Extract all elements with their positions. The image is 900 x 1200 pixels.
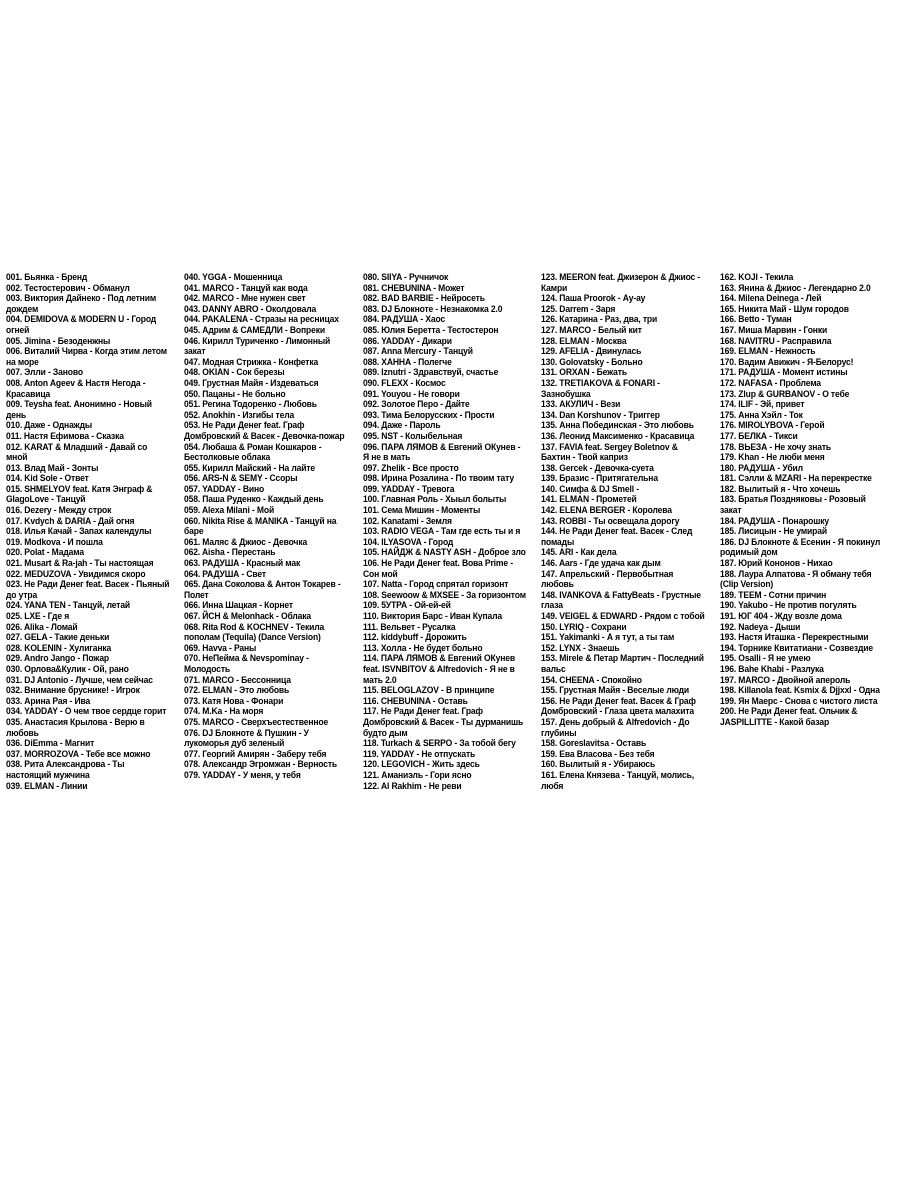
track-entry: 093. Тима Белорусских - Прости	[362, 409, 495, 420]
track-entry: 123. MEERON feat. Джизерон & Джиос - Камри	[541, 272, 701, 293]
track-entry: 136. Леонид Максименко - Красавица	[541, 430, 695, 441]
track-entry: 095. NST - Колыбельная	[362, 430, 462, 441]
track-entry: 145. ARI - Как дела	[541, 547, 617, 558]
track-entry: 111. Вельвет - Русалка	[362, 621, 456, 632]
track-entry: 002. Тестостерович - Обманул	[6, 282, 130, 293]
track-entry: 176. MIROLYBOVA - Герой	[719, 420, 825, 431]
tracklist-column-5	[720, 272, 884, 934]
track-entry: 028. KOLENIN - Хулиганка	[6, 642, 112, 653]
track-entry: 142. ELENA BERGER - Королева	[541, 505, 673, 516]
track-entry: 170. Вадим Авижич - Я-Белорус!	[719, 356, 853, 367]
track-entry: 129. AFELIA - Двинулась	[541, 346, 642, 357]
track-entry: 103. RADIO VEGA - Там где есть ты и я	[362, 526, 520, 537]
track-entry: 007. Элли - Заново	[6, 367, 83, 378]
tracklist-column-3	[363, 272, 527, 934]
track-entry: 027. GELA - Такие деньки	[6, 632, 110, 643]
track-entry: 112. kiddybuff - Дорожить	[362, 632, 467, 643]
track-entry: 180. РАДУША - Убил	[719, 462, 803, 473]
track-entry: 026. Alika - Ломай	[6, 621, 78, 632]
tracklist-column-4	[541, 272, 705, 934]
track-entry: 055. Кирилл Майский - На лайте	[184, 462, 316, 473]
track-entry: 194. Торнике Квитатиани - Созвездие	[719, 642, 873, 653]
track-entry: 110. Виктория Барс - Иван Купала	[362, 611, 502, 621]
track-entry: 019. Modkova - И пошла	[6, 536, 103, 547]
track-entry: 193. Настя Иташка - Перекрестными	[719, 632, 869, 643]
track-entry: 097. Zhelik - Все просто	[362, 462, 459, 473]
track-entry: 043. DANNY ABRO - Околдовала	[184, 303, 317, 314]
track-entry: 075. MARCO - Сверхъестественное	[184, 716, 329, 727]
track-entry: 137. FAVIA feat. Sergey Boletnov & Бахтин - Твой каприз	[541, 441, 678, 463]
track-entry: 169. ELMAN - Нежность	[719, 346, 816, 357]
track-entry: 059. Alexa Milani - Мой	[184, 505, 275, 516]
track-entry: 038. Рита Александрова - Ты настоящий мужчина	[6, 759, 125, 780]
track-entry: 174. ILIF - Эй, привет	[719, 399, 805, 410]
track-entry: 190. Yakubo - Не против погулять	[719, 600, 857, 611]
track-entry: 077. Георгий Амирян - Заберу тебя	[184, 748, 327, 759]
track-entry: 101. Сема Мишин - Моменты	[362, 505, 480, 516]
track-entry: 013. Влад Май - Зонты	[6, 462, 99, 473]
track-entry: 119. YADDAY - Не отпускать	[362, 748, 475, 759]
tracklist-sheet	[6, 272, 894, 934]
track-entry: 102. Kanatami - Земля	[362, 515, 452, 526]
track-entry: 029. Andro Jango - Пожар	[6, 653, 110, 664]
track-entry: 057. YADDAY - Вино	[184, 483, 265, 494]
track-entry: 031. DJ Antonio - Лучше, чем сейчас	[6, 674, 153, 685]
tracklist-column-2	[184, 272, 348, 934]
track-entry: 064. РАДУША - Свет	[184, 568, 267, 579]
track-entry: 080. SIIYA - Ручничок	[362, 272, 448, 282]
track-entry: 166. Betto - Туман	[719, 314, 792, 325]
tracklist-column-1	[6, 272, 170, 934]
track-entry: 117. Не Ради Денег feat. Граф Домбровский & Васек - Ты дурманишь будто дым	[362, 706, 523, 738]
track-entry: 094. Даже - Пароль	[362, 420, 441, 431]
track-entry: 126. Катарина - Раз, два, три	[541, 314, 658, 325]
track-entry: 115. BELOGLAZOV - В принципе	[362, 685, 495, 696]
track-entry: 061. Маляс & Джиос - Девочка	[184, 536, 308, 547]
track-entry: 155. Грустная Майя - Веселые люди	[541, 685, 690, 696]
track-entry: 187. Юрий Кононов - Нихао	[719, 558, 833, 569]
track-entry: 011. Настя Ефимова - Сказка	[6, 430, 124, 441]
track-entry: 153. Mirele & Петар Мартич - Последний вальс	[541, 653, 705, 674]
track-entry: 033. Арина Рая - Ива	[6, 695, 91, 706]
track-entry: 139. Бразис - Притягательна	[541, 473, 659, 484]
track-entry: 078. Александр Эгромжан - Верность	[184, 759, 338, 770]
track-entry: 167. Миша Марвин - Гонки	[719, 324, 827, 335]
track-entry: 127. MARCO - Белый кит	[541, 324, 643, 335]
track-entry: 069. Havva - Раны	[184, 642, 257, 653]
track-entry: 050. Пацаны - Не больно	[184, 388, 286, 399]
track-entry: 161. Елена Князева - Танцуй, молись, любя	[541, 769, 695, 791]
track-entry: 032. Внимание бруснике! - Игрок	[6, 685, 140, 696]
track-entry: 181. Сэлли & MZARI - На перекрестке	[719, 473, 872, 484]
track-entry: 065. Дана Соколова & Антон Токарев - Полет	[184, 579, 341, 600]
track-entry: 079. YADDAY - У меня, у тебя	[184, 769, 302, 780]
track-entry: 188. Лаура Алпатова - Я обману тебя (Clip Version)	[719, 568, 872, 590]
track-entry: 067. ЙСН & Melonhack - Облака	[184, 611, 312, 621]
track-entry: 141. ELMAN - Прометей	[541, 494, 637, 505]
track-entry: 098. Ирина Розалина - По твоим тату	[362, 473, 514, 484]
track-entry: 004. DEMIDOVA & MODERN U - Город огней	[6, 314, 157, 335]
track-entry: 163. Янина & Джиос - Легендарно 2.0	[719, 282, 871, 293]
track-entry: 015. SHMELYOV feat. Катя Энграф & GlagoLove - Танцуй	[6, 483, 153, 505]
track-entry: 120. LEGOVICH - Жить здесь	[362, 759, 480, 770]
track-entry: 001. Бьянка - Бренд	[6, 272, 88, 282]
track-entry: 082. BAD BARBIE - Нейросеть	[362, 293, 485, 304]
track-entry: 107. Natta - Город спрятал горизонт	[362, 579, 509, 590]
track-entry: 090. FLEXX - Космос	[362, 377, 446, 388]
track-entry: 159. Ева Власова - Без тебя	[541, 748, 655, 759]
track-entry: 105. НАЙДЖ & NASTY ASH - Доброе зло	[362, 547, 526, 558]
track-entry: 196. Bahe Khabi - Разлука	[719, 663, 824, 674]
track-entry: 189. TEEM - Сотни причин	[719, 589, 826, 600]
track-entry: 147. Апрельский - Первобытная любовь	[541, 568, 674, 590]
track-entry: 022. MEDUZOVA - Увидимся скоро	[6, 568, 146, 579]
track-entry: 185. Лисицын - Не умирай	[719, 526, 827, 537]
track-entry: 008. Anton Ageev & Настя Негода - Красавица	[6, 377, 146, 399]
track-entry: 010. Даже - Однажды	[6, 420, 93, 431]
track-entry: 030. Орлова&Кулик - Ой, рано	[6, 663, 129, 674]
track-entry: 177. БЕЛКА - Тикси	[719, 430, 798, 441]
track-entry: 085. Юлия Беретта - Тестостерон	[362, 324, 499, 335]
track-entry: 118. Turkach & SERPO - За тобой бегу	[362, 738, 516, 749]
track-entry: 096. ПАРА ЛЯМОВ & Евгений ОКунев - Я не в мать	[362, 441, 521, 463]
track-entry: 042. MARCO - Мне нужен свет	[184, 293, 306, 304]
track-entry: 140. Симфа & DJ Smell -	[541, 483, 640, 494]
track-entry: 039. ELMAN - Линии	[6, 780, 88, 791]
track-entry: 183. Братья Поздняковы - Розовый закат	[719, 494, 866, 516]
track-entry: 074. M.Ka - На моря	[184, 706, 264, 717]
track-entry: 076. DJ Блокнотe & Пушкин - У лукоморья дуб зеленый	[184, 727, 310, 749]
track-entry: 047. Модная Стрижка - Конфетка	[184, 356, 319, 367]
track-entry: 138. Gercek - Девочка-суета	[541, 462, 654, 473]
track-entry: 084. РАДУША - Хаос	[362, 314, 445, 325]
track-entry: 165. Никита Май - Шум городов	[719, 303, 849, 314]
track-entry: 099. YADDAY - Тревога	[362, 483, 455, 494]
track-entry: 092. Золотое Перо - Дайте	[362, 399, 470, 410]
track-entry: 192. Nadeya - Дыши	[719, 621, 800, 632]
track-entry: 005. Jimina - Безоденжны	[6, 335, 111, 346]
track-entry: 049. Грустная Майя - Издеваться	[184, 377, 319, 388]
track-entry: 164. Milena Deinega - Лей	[719, 293, 821, 304]
track-entry: 003. Виктория Дайнеко - Под летним дождем	[6, 293, 157, 314]
track-entry: 133. АКУЛИЧ - Вези	[541, 399, 621, 410]
track-entry: 066. Инна Шацкая - Корнет	[184, 600, 294, 611]
track-entry: 122. Al Rakhim - Не реви	[362, 780, 462, 791]
track-entry: 149. VEIGEL & EDWARD - Рядом с тобой	[541, 611, 705, 621]
track-entry: 158. Goreslavitsa - Оставь	[541, 738, 647, 749]
track-entry: 168. NAVITRU - Расправила	[719, 335, 832, 346]
track-entry: 034. YADDAY - О чем твое сердце горит	[6, 706, 167, 717]
track-entry: 178. ВЬЕЗА - Не хочу знать	[719, 441, 831, 452]
track-entry: 152. LYNX - Знаешь	[541, 642, 620, 653]
track-entry: 024. YANA TEN - Танцуй, летай	[6, 600, 131, 611]
track-entry: 036. DiEmma - Магнит	[6, 738, 95, 749]
track-entry: 020. Polat - Мадама	[6, 547, 84, 558]
track-entry: 114. ПАРА ЛЯМОВ & Евгений ОКунев feat. ISVNBITOV & Alfredovich - Я не в мать 2.0	[362, 653, 515, 685]
track-entry: 151. Yakimanki - А я тут, а ты там	[541, 632, 675, 643]
track-entry: 191. ЮГ 404 - Жду возле дома	[719, 611, 842, 621]
track-entry: 086. YADDAY - Дикари	[362, 335, 452, 346]
track-entry: 130. Golovatsky - Больно	[541, 356, 643, 367]
track-entry: 040. YGGA - Мошенница	[184, 272, 283, 282]
track-entry: 175. Анна Хэйл - Ток	[719, 409, 803, 420]
track-entry: 160. Вылитый я - Убираюсь	[541, 759, 656, 770]
track-entry: 035. Анастасия Крылова - Верю в любовь	[6, 716, 145, 738]
track-entry: 025. LXE - Где я	[6, 611, 70, 621]
track-entry: 186. DJ Блокнотe & Есенин - Я покинул родимый дом	[719, 536, 880, 558]
track-entry: 009. Teysha feat. Анонимно - Новый день	[6, 399, 152, 420]
track-entry: 073. Катя Нова - Фонари	[184, 695, 284, 706]
track-entry: 081. CHEBUNINA - Может	[362, 282, 465, 293]
track-entry: 148. IVANKOVA & FattyBeats - Грустные глаза	[541, 589, 702, 611]
track-entry: 091. Youyou - Не говори	[362, 388, 460, 399]
track-entry: 044. PAKALENA - Стразы на ресницах	[184, 314, 340, 325]
track-entry: 021. Musart & Ra-jah - Ты настоящая	[6, 558, 154, 569]
track-entry: 058. Паша Руденко - Каждый день	[184, 494, 324, 505]
track-entry: 100. Главная Роль - Хыыл болыты	[362, 494, 506, 505]
track-entry: 087. Anna Mercury - Танцуй	[362, 346, 473, 357]
track-entry: 037. MORROZOVA - Тебе все можно	[6, 748, 151, 759]
track-entry: 060. Nikita Rise & MANIKA - Танцуй на баре	[184, 515, 337, 537]
track-entry: 089. Iznutri - Здравствуй, счастье	[362, 367, 499, 378]
track-entry: 063. РАДУША - Красный мак	[184, 558, 301, 569]
track-entry: 154. CHEENA - Спокойно	[541, 674, 643, 685]
track-entry: 041. MARCO - Танцуй как вода	[184, 282, 309, 293]
track-entry: 200. Не Ради Денег feat. Ольчик & JASPILLITTE - Какой базар	[719, 706, 857, 727]
track-entry: 006. Виталий Чирва - Когда этим летом на море	[6, 346, 167, 367]
track-entry: 179. Khan - Не люби меня	[719, 452, 825, 463]
track-entry: 048. OKIAN - Сок березы	[184, 367, 285, 378]
track-entry: 109. 5УТРА - Ой-ей-ей	[362, 600, 451, 611]
track-entry: 182. Вылитый я - Что хочешь	[719, 483, 841, 494]
track-entry: 135. Анна Побединская - Это любовь	[541, 420, 695, 431]
track-entry: 045. Адрим & САМЕДЛИ - Вопреки	[184, 324, 326, 335]
track-entry: 131. ORXAN - Бежать	[541, 367, 628, 378]
track-entry: 017. Kvdych & DARIA - Дай огня	[6, 515, 135, 526]
track-entry: 053. Не Ради Денег feat. Граф Домбровский & Васек - Девочка-пожар	[184, 420, 345, 441]
track-entry: 068. Rita Rod & KOCHNEV - Текила пополам (Tequila) (Dance Version)	[184, 621, 325, 643]
track-entry: 018. Илья Качай - Запах календулы	[6, 526, 152, 537]
track-entry: 113. Холла - Не будет больно	[362, 642, 483, 653]
track-entry: 124. Паша Proorok - Ау-ау	[541, 293, 646, 304]
track-entry: 128. ELMAN - Москва	[541, 335, 627, 346]
track-entry: 195. Osalli - Я не умею	[719, 653, 811, 664]
track-entry: 051. Регина Тодоренко - Любовь	[184, 399, 318, 410]
track-entry: 056. ARS-N & SEMY - Ссоры	[184, 473, 298, 484]
track-entry: 052. Anokhin - Изгибы тела	[184, 409, 295, 420]
track-entry: 072. ELMAN - Это любовь	[184, 685, 290, 696]
track-entry: 144. Не Ради Денег feat. Васек - След помады	[541, 526, 693, 547]
track-entry: 088. ХАННА - Полегче	[362, 356, 452, 367]
track-entry: 116. CHEBUNINA - Оставь	[362, 695, 468, 706]
track-entry: 104. ILYASOVA - Город	[362, 536, 454, 547]
track-entry: 172. NAFASA - Проблема	[719, 377, 821, 388]
track-entry: 062. Aisha - Перестань	[184, 547, 276, 558]
track-entry: 156. Не Ради Денег feat. Васек & Граф Домбровский - Глаза цвета малахита	[541, 695, 697, 717]
track-entry: 173. Zlup & GURBANOV - О тебе	[719, 388, 849, 399]
track-entry: 012. KARAT & Младший - Давай со мной	[6, 441, 148, 463]
track-entry: 171. РАДУША - Момент истины	[719, 367, 848, 378]
track-entry: 162. KOJI - Текила	[719, 272, 793, 282]
track-entry: 199. Ян Маерс - Снова с чистого листа	[719, 695, 878, 706]
track-entry: 083. DJ Блокнотe - Незнакомка 2.0	[362, 303, 503, 314]
track-entry: 134. Dan Korshunov - Триггер	[541, 409, 660, 420]
track-entry: 108. Seewoow & MXSEE - За горизонтом	[362, 589, 526, 600]
track-entry: 125. Darrem - Заря	[541, 303, 616, 314]
track-entry: 071. MARCO - Бессонница	[184, 674, 292, 685]
track-entry: 157. День добрый & Alfredovich - До глубины	[541, 716, 690, 738]
track-entry: 023. Не Ради Денег feat. Васек - Пьяный до утра	[6, 579, 170, 600]
track-entry: 016. Dezery - Между строк	[6, 505, 112, 516]
track-entry: 070. НеПейма & Nevspominay - Молодость	[184, 653, 310, 674]
track-entry: 150. LYRIQ - Сохрани	[541, 621, 627, 632]
track-entry: 198. Killanola feat. Ksmix & Djjxxl - Одна	[719, 685, 880, 696]
track-entry: 046. Кирилл Туриченко - Лимонный закат	[184, 335, 331, 357]
track-entry: 121. Аманиэль - Гори ясно	[362, 769, 472, 780]
track-entry: 184. РАДУША - Понарошку	[719, 515, 829, 526]
track-entry: 106. Не Ради Денег feat. Вова Prime - Сон мой	[362, 558, 513, 579]
track-entry: 132. TRETIAKOVA & FONARI - Зазнобушка	[541, 377, 661, 399]
track-entry: 197. MARCO - Двойной апероль	[719, 674, 850, 685]
track-entry: 146. Aars - Где удача как дым	[541, 558, 661, 569]
track-entry: 014. Kid Sole - Ответ	[6, 473, 89, 484]
track-entry: 054. Любаша & Роман Кошкаров - Бестолковые облака	[184, 441, 322, 463]
track-entry: 143. ROBBI - Ты освещала дорогу	[541, 515, 680, 526]
